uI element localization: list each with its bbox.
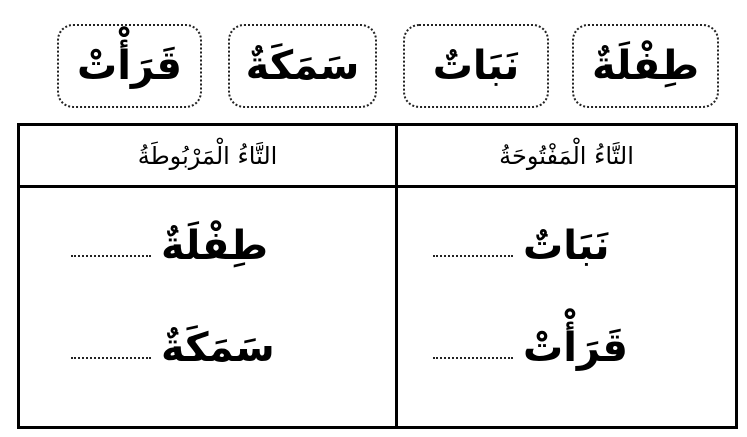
word-card[interactable]: طِفْلَةٌ: [572, 24, 719, 108]
sorting-table: [17, 123, 738, 429]
maftouha-entry: [433, 216, 610, 276]
answer-line[interactable]: [71, 255, 151, 257]
answer-line[interactable]: [433, 357, 513, 359]
word-bank: [0, 0, 747, 120]
entry-word: سَمَكَةٌ: [161, 325, 275, 371]
table-header-row: [20, 126, 735, 188]
header-taa-maftouha: التَّاءُ الْمَفْتُوحَةُ: [499, 141, 634, 170]
word-card[interactable]: نَبَاتٌ: [403, 24, 549, 108]
entry-word: طِفْلَةٌ: [161, 223, 269, 269]
marbouta-entry: [71, 318, 275, 378]
answer-line[interactable]: [433, 255, 513, 257]
word-card[interactable]: قَرَأْتْ: [57, 24, 202, 108]
entry-word: قَرَأْتْ: [523, 325, 628, 371]
entry-word: نَبَاتٌ: [523, 223, 610, 269]
word-card[interactable]: سَمَكَةٌ: [228, 24, 377, 108]
marbouta-entry: [71, 216, 268, 276]
column-divider: [395, 126, 398, 426]
header-taa-marbouta: التَّاءُ الْمَرْبُوطَةُ: [137, 141, 278, 170]
maftouha-entry: [433, 318, 628, 378]
answer-line[interactable]: [71, 357, 151, 359]
